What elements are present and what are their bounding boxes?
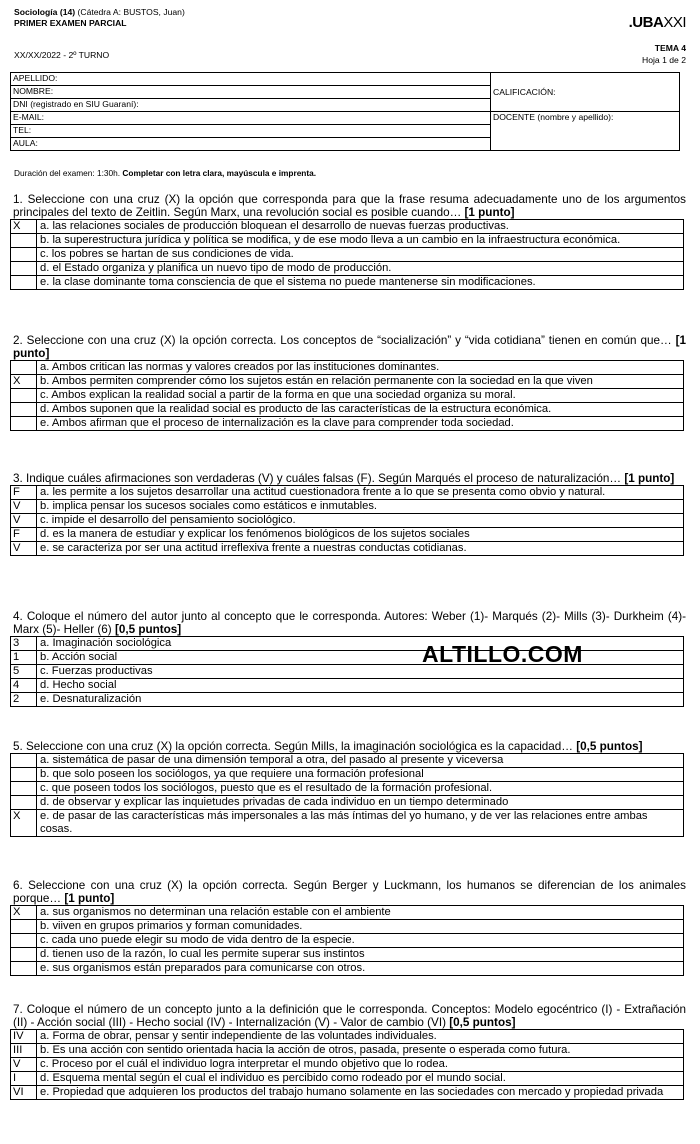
- answer-box[interactable]: [11, 417, 37, 431]
- question-points: [1 punto]: [64, 892, 115, 905]
- option-text: c. Ambos explican la realidad social a partir de la forma en que una sociedad organiza su moral.: [37, 389, 684, 403]
- option-text: b. la superestructura jurídica y política se modifica, y de ese modo lleva a un cambio en la infraestructura económica.: [37, 234, 684, 248]
- answer-box[interactable]: [11, 948, 37, 962]
- option-row: [11, 693, 684, 707]
- answer-box[interactable]: F: [11, 486, 37, 500]
- option-row: [11, 276, 684, 290]
- option-row: [11, 528, 684, 542]
- question-text: 3. Indique cuáles afirmaciones son verdaderas (V) y cuáles falsas (F). Según Marqués el proceso de naturalización… [1 punto]: [13, 472, 675, 485]
- answer-box[interactable]: 5: [11, 665, 37, 679]
- option-text: d. Ambos suponen que la realidad social es producto de las características de la estructura económica.: [37, 403, 684, 417]
- option-row: [11, 514, 684, 528]
- option-row: [11, 934, 684, 948]
- tema-label: TEMA 4: [654, 43, 686, 53]
- course-name: Sociología (14) (Cátedra A: BUSTOS, Juan): [14, 7, 185, 17]
- option-row: [11, 796, 684, 810]
- option-row: [11, 754, 684, 768]
- option-text: c. Proceso por el cuál el individuo logra interpretar el mundo objetivo que lo rodea.: [37, 1058, 684, 1072]
- option-row: [11, 920, 684, 934]
- answer-box[interactable]: [11, 768, 37, 782]
- option-row: [11, 810, 684, 837]
- option-text: a. les permite a los sujetos desarrollar una actitud cuestionadora frente a lo que se presenta como obvio y natural.: [37, 486, 684, 500]
- answer-box[interactable]: III: [11, 1044, 37, 1058]
- answer-box[interactable]: 1: [11, 651, 37, 665]
- answer-box[interactable]: IV: [11, 1030, 37, 1044]
- option-text: e. sus organismos están preparados para comunicarse con otros.: [37, 962, 684, 976]
- option-text: d. Esquema mental según el cual el individuo es percibido como rodeado por el mundo social.: [37, 1072, 684, 1086]
- options-table: [10, 1029, 684, 1100]
- question-text: 1. Seleccione con una cruz (X) la opción que corresponda para que la frase resuma adecuadamente uno de los argumentos principales del texto de Zeitlin. Según Marx, una revolución social es posible cuando… [1 punto]: [13, 193, 686, 219]
- option-text: a. las relaciones sociales de producción bloquean el desarrollo de nuevas fuerzas productivas.: [37, 220, 684, 234]
- page-count: Hoja 1 de 2: [642, 55, 686, 65]
- answer-box[interactable]: [11, 934, 37, 948]
- question-points: [1 punto]: [13, 334, 686, 360]
- option-text: a. Imaginación sociológica: [37, 637, 684, 651]
- option-text: c. los pobres se hartan de sus condiciones de vida.: [37, 248, 684, 262]
- question-5: [10, 740, 686, 837]
- question-text: 6. Seleccione con una cruz (X) la opción correcta. Según Berger y Luckmann, los humanos se diferencian de los animales porque… [1 punto]: [13, 879, 686, 905]
- question-text: 2. Seleccione con una cruz (X) la opción correcta. Los conceptos de “socialización” y “vida cotidiana” tienen en común que… [1 punto]: [13, 334, 686, 360]
- answer-box[interactable]: F: [11, 528, 37, 542]
- option-row: [11, 679, 684, 693]
- option-row: [11, 782, 684, 796]
- option-text: e. de pasar de las características más impersonales a las más íntimas del yo humano, y de ver las relaciones entre ambas cosas.: [37, 810, 684, 837]
- option-row: [11, 417, 684, 431]
- question-text: 7. Coloque el número de un concepto junto a la definición que le corresponda. Conceptos: Modelo egocéntrico (I) - Extrañación (II) - Acción social (III) - Hecho social (IV) - Internalización (V) - Valor de cambio (VI) [0,5 puntos]: [13, 1003, 686, 1029]
- option-row: [11, 948, 684, 962]
- exam-date: XX/XX/2022 - 2º TURNO: [14, 50, 110, 60]
- option-row: [11, 500, 684, 514]
- question-1: [10, 193, 686, 290]
- answer-box[interactable]: V: [11, 500, 37, 514]
- answer-box[interactable]: 3: [11, 637, 37, 651]
- question-2: [10, 334, 686, 431]
- question-7: [10, 1003, 686, 1100]
- answer-box[interactable]: [11, 754, 37, 768]
- answer-box[interactable]: [11, 276, 37, 290]
- option-row: [11, 248, 684, 262]
- answer-box[interactable]: [11, 920, 37, 934]
- options-table: [10, 905, 684, 976]
- answer-box[interactable]: [11, 248, 37, 262]
- option-text: a. Forma de obrar, pensar y sentir independiente de las voluntades individuales.: [37, 1030, 684, 1044]
- option-row: [11, 389, 684, 403]
- answer-box[interactable]: [11, 389, 37, 403]
- question-4: [10, 610, 686, 707]
- option-row: [11, 361, 684, 375]
- options-table: [10, 485, 684, 556]
- option-row: [11, 1044, 684, 1058]
- answer-box[interactable]: [11, 262, 37, 276]
- option-row: [11, 403, 684, 417]
- answer-box[interactable]: X: [11, 375, 37, 389]
- answer-box[interactable]: I: [11, 1072, 37, 1086]
- option-text: e. Desnaturalización: [37, 693, 684, 707]
- option-row: [11, 1086, 684, 1100]
- answer-box[interactable]: X: [11, 810, 37, 837]
- option-text: e. la clase dominante toma consciencia de que el sistema no puede mantenerse sin modificaciones.: [37, 276, 684, 290]
- option-text: d. es la manera de estudiar y explicar los fenómenos biológicos de los sujetos sociales: [37, 528, 684, 542]
- question-text: 4. Coloque el número del autor junto al concepto que le corresponda. Autores: Weber (1)- Marqués (2)- Mills (3)- Durkheim (4)- Marx (5)- Heller (6) [0,5 puntos]: [13, 610, 686, 636]
- option-text: d. Hecho social: [37, 679, 684, 693]
- option-row: [11, 768, 684, 782]
- option-row: [11, 1072, 684, 1086]
- answer-box[interactable]: [11, 403, 37, 417]
- option-row: [11, 906, 684, 920]
- option-row: [11, 962, 684, 976]
- option-text: e. Propiedad que adquieren los productos del trabajo humano solamente en las sociedades con mercado y propiedad privada: [37, 1086, 684, 1100]
- answer-box[interactable]: 2: [11, 693, 37, 707]
- nombre-field[interactable]: NOMBRE:: [11, 86, 491, 99]
- option-text: d. tienen uso de la razón, lo cual les permite superar sus instintos: [37, 948, 684, 962]
- option-text: d. de observar y explicar las inquietudes privadas de cada individuo en un tiempo determinado: [37, 796, 684, 810]
- exam-title: PRIMER EXAMEN PARCIAL: [14, 18, 127, 28]
- calificacion-field[interactable]: CALIFICACIÓN:: [491, 73, 680, 112]
- option-text: b. Ambos permiten comprender cómo los sujetos están en relación permanente con la sociedad en la que viven: [37, 375, 684, 389]
- answer-box[interactable]: X: [11, 906, 37, 920]
- option-text: b. viiven en grupos primarios y forman comunidades.: [37, 920, 684, 934]
- watermark: ALTILLO.COM: [422, 641, 583, 667]
- answer-box[interactable]: V: [11, 542, 37, 556]
- option-row: [11, 262, 684, 276]
- dni-field[interactable]: DNI (registrado en SIU Guaraní):: [11, 99, 491, 112]
- option-text: b. Acción social: [37, 651, 684, 665]
- option-text: c. que poseen todos los sociólogos, puesto que es el resultado de la formación profesional.: [37, 782, 684, 796]
- option-text: c. cada uno puede elegir su modo de vida dentro de la especie.: [37, 934, 684, 948]
- answer-box[interactable]: [11, 361, 37, 375]
- exam-duration: Duración del examen: 1:30h. Completar con letra clara, mayúscula e imprenta.: [14, 168, 317, 178]
- question-points: [1 punto]: [464, 206, 515, 219]
- option-row: [11, 220, 684, 234]
- question-text: 5. Seleccione con una cruz (X) la opción correcta. Según Mills, la imaginación sociológica es la capacidad… [0,5 puntos]: [13, 740, 643, 753]
- question-points: [0,5 puntos]: [114, 623, 182, 636]
- answer-box[interactable]: V: [11, 514, 37, 528]
- option-text: e. Ambos afirman que el proceso de internalización es la clave para comprender toda sociedad.: [37, 417, 684, 431]
- docente-field[interactable]: DOCENTE (nombre y apellido):: [491, 112, 680, 151]
- option-text: d. el Estado organiza y planifica un nuevo tipo de modo de producción.: [37, 262, 684, 276]
- question-points: [0,5 puntos]: [449, 1016, 516, 1029]
- option-text: c. impide el desarrollo del pensamiento sociológico.: [37, 514, 684, 528]
- option-row: [11, 1030, 684, 1044]
- option-text: b. implica pensar los sucesos sociales como estáticos e inmutables.: [37, 500, 684, 514]
- question-3: [10, 472, 686, 556]
- options-table: [10, 753, 684, 837]
- option-text: a. sistemática de pasar de una dimensión temporal a otra, del pasado al presente y viceversa: [37, 754, 684, 768]
- question-points: [1 punto]: [624, 472, 675, 485]
- answer-box[interactable]: [11, 782, 37, 796]
- answer-box[interactable]: [11, 962, 37, 976]
- option-row: [11, 542, 684, 556]
- apellido-field[interactable]: APELLIDO:: [11, 73, 491, 86]
- option-row: [11, 234, 684, 248]
- answer-box[interactable]: [11, 796, 37, 810]
- option-text: b. que solo poseen los sociólogos, ya que requiere una formación profesional: [37, 768, 684, 782]
- option-row: [11, 1058, 684, 1072]
- answer-box[interactable]: VI: [11, 1086, 37, 1100]
- answer-box[interactable]: 4: [11, 679, 37, 693]
- option-text: b. Es una acción con sentido orientada hacia la acción de otros, pasada, presente o esperada como futura.: [37, 1044, 684, 1058]
- option-row: [11, 486, 684, 500]
- aula-field[interactable]: AULA:: [11, 138, 491, 151]
- option-text: c. Fuerzas productivas: [37, 665, 684, 679]
- answer-box[interactable]: V: [11, 1058, 37, 1072]
- option-row: [11, 375, 684, 389]
- answer-box[interactable]: X: [11, 220, 37, 234]
- answer-box[interactable]: [11, 234, 37, 248]
- question-6: [10, 879, 686, 976]
- options-table: [10, 219, 684, 290]
- email-field[interactable]: E-MAIL:: [11, 112, 491, 125]
- question-points: [0,5 puntos]: [576, 740, 643, 753]
- tel-field[interactable]: TEL:: [11, 125, 491, 138]
- option-text: a. Ambos critican las normas y valores creados por las instituciones dominantes.: [37, 361, 684, 375]
- options-table: [10, 360, 684, 431]
- option-text: a. sus organismos no determinan una relación estable con el ambiente: [37, 906, 684, 920]
- student-info-table: [10, 72, 680, 151]
- uba-xxi-logo: .UBAXXI: [628, 14, 686, 31]
- option-text: e. se caracteriza por ser una actitud irreflexiva frente a nuestras conductas cotidianas.: [37, 542, 684, 556]
